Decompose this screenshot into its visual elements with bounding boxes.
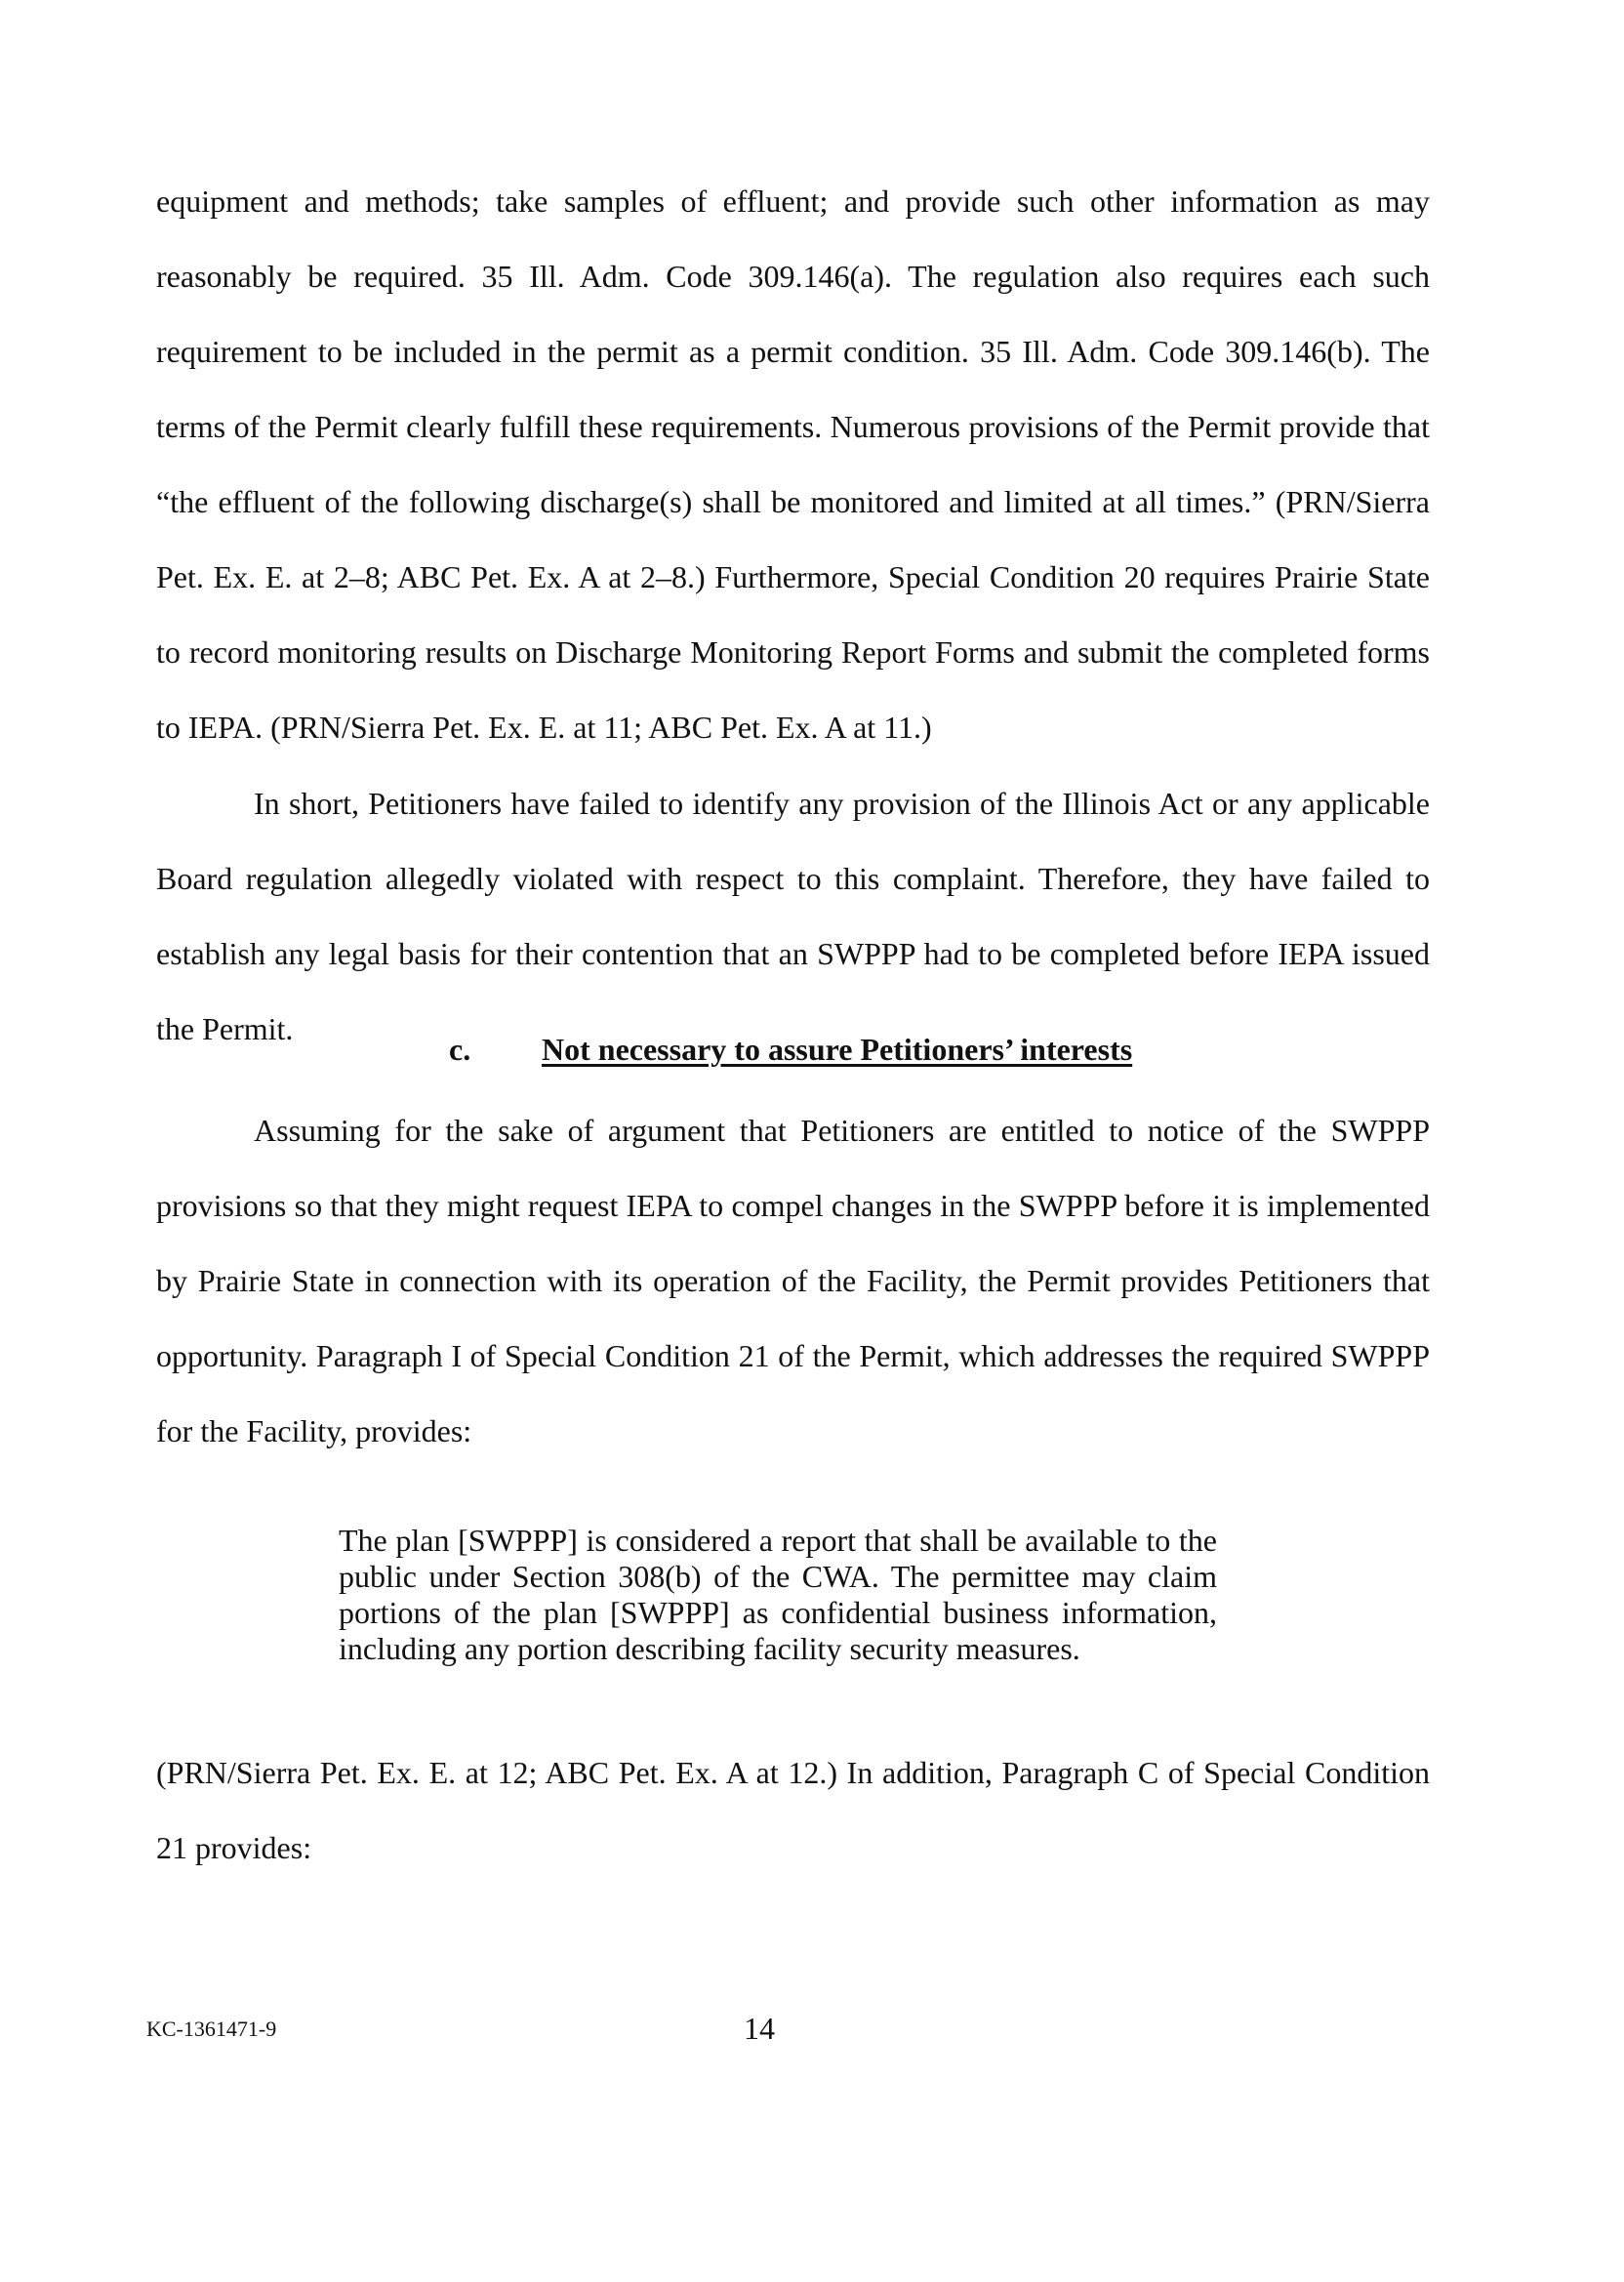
document-id: KC-1361471-9 — [146, 2017, 277, 2041]
section-letter: c. — [449, 1032, 471, 1067]
paragraph-citation-paragraph-c: (PRN/Sierra Pet. Ex. E. at 12; ABC Pet. Ex. A at 12.) In addition, Paragraph C of Special Condition 21 provides: — [156, 1755, 1430, 1865]
page-number: 14 — [744, 2011, 775, 2046]
paragraph-monitoring-requirements: equipment and methods; take samples of effluent; and provide such other information as may reasonably be required. 35 Ill. Adm. Code 309.146(a). The regulation also requires each such requirement to be included in the permit as a permit condition. 35 Ill. Adm. Code 309.146(b). The terms of the Permit clearly fulfill these requirements. Numerous provisions of the Permit provide that “the effluent of the following discharge(s) shall be monitored and limited at all times.” (PRN/Sierra Pet. Ex. E. at 2–8; ABC Pet. Ex. A at 2–8.) Furthermore, Special Condition 20 requires Prairie State to record monitoring results on Discharge Monitoring Report Forms and submit the completed forms to IEPA. (PRN/Sierra Pet. Ex. E. at 11; ABC Pet. Ex. A at 11.) — [156, 183, 1430, 745]
section-title: Not necessary to assure Petitioners’ interests — [542, 1032, 1133, 1067]
block-quote-special-condition-21: The plan [SWPPP] is considered a report that shall be available to the public under Section 308(b) of the CWA. The permittee may claim portions of the plan [SWPPP] as confidential business information, including any portion describing facility security measures. — [339, 1523, 1217, 1666]
section-heading-c — [449, 1030, 1132, 1069]
paragraph-short-summary: In short, Petitioners have failed to identify any provision of the Illinois Act or any applicable Board regulation allegedly violated with respect to this complaint. Therefore, they have failed to establish any legal basis for their contention that an SWPPP had to be completed before IEPA issued the Permit. — [156, 786, 1430, 1046]
paragraph-swppp-notice: Assuming for the sake of argument that Petitioners are entitled to notice of the SWPPP provisions so that they might request IEPA to compel changes in the SWPPP before it is implemented by Prairie State in connection with its operation of the Facility, the Permit provides Petitioners that opportunity. Paragraph I of Special Condition 21 of the Permit, which addresses the required SWPPP for the Facility, provides: — [156, 1113, 1430, 1448]
